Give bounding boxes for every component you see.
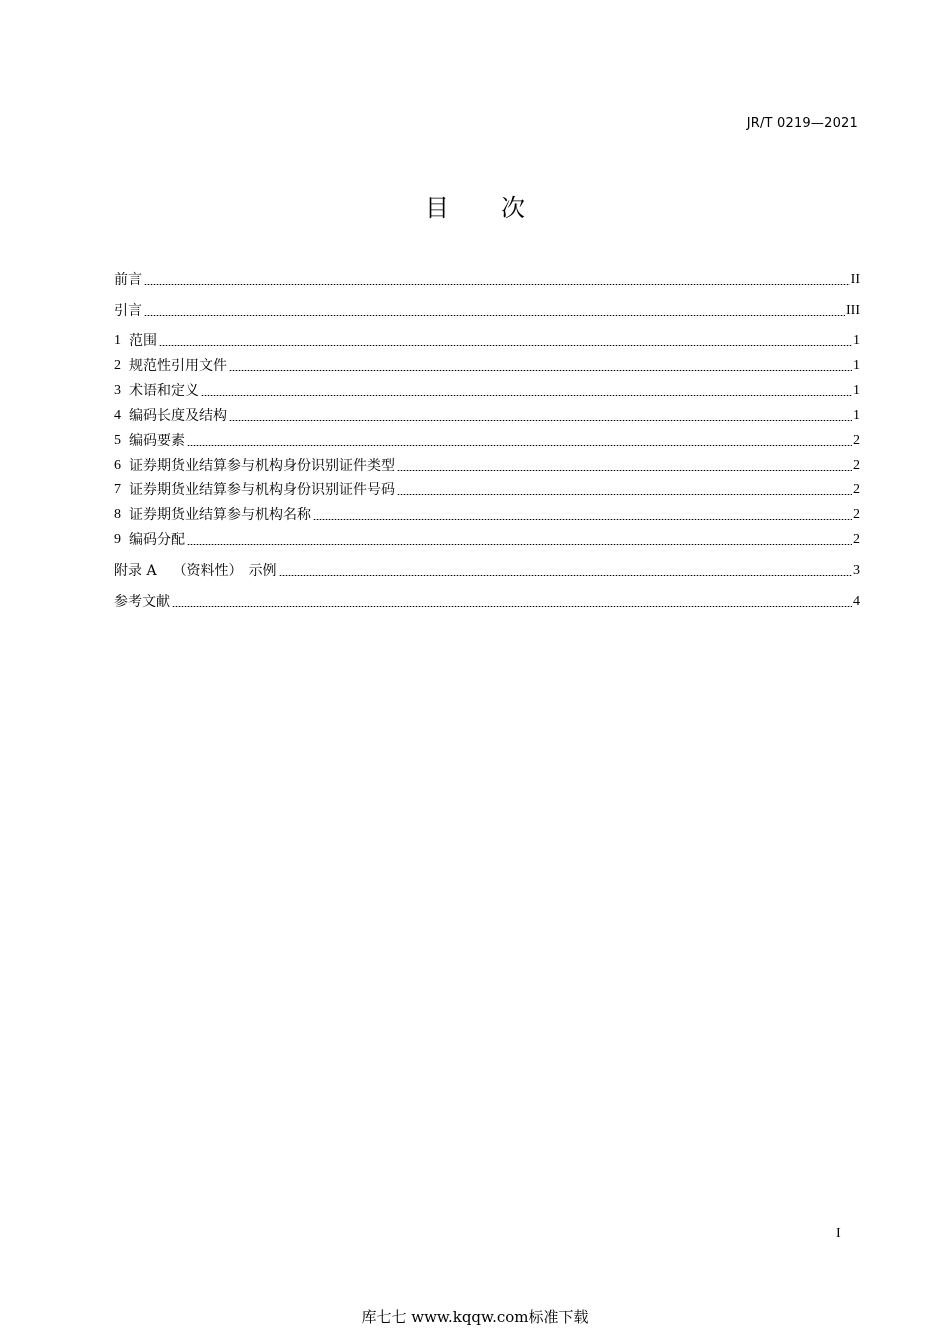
toc-leader-dots <box>229 420 852 421</box>
toc-entry-8[interactable] <box>114 505 860 525</box>
toc-entry-label: 附录 A <box>114 563 157 579</box>
toc-entry-number: 5 <box>114 433 121 448</box>
toc-entry-number: 3 <box>114 383 121 398</box>
toc-entry-label: 规范性引用文件 <box>129 358 227 374</box>
title-char-2: 次 <box>501 194 525 222</box>
toc-entry-label: 编码要素 <box>129 433 185 449</box>
toc-leader-dots <box>397 470 852 471</box>
toc-leader-dots <box>229 370 852 371</box>
document-code: JR/T 0219—2021 <box>746 116 858 131</box>
toc-entry-2[interactable] <box>114 356 860 376</box>
toc-entry-page: 3 <box>853 563 860 578</box>
toc-leader-dots <box>279 575 852 576</box>
toc-entry-5[interactable] <box>114 431 860 451</box>
toc-entry-label: 范围 <box>129 333 157 349</box>
toc-entry-label: 证券期货业结算参与机构身份识别证件类型 <box>129 458 395 474</box>
toc-entry-6[interactable] <box>114 456 860 476</box>
toc-entry-number: 2 <box>114 358 121 373</box>
toc-leader-dots <box>397 494 852 495</box>
toc-leader-dots <box>313 519 852 520</box>
toc-entry-page: 1 <box>853 408 860 423</box>
toc-leader-dots <box>201 395 852 396</box>
toc-entry-4[interactable] <box>114 406 860 426</box>
toc-entry-page: III <box>846 303 860 318</box>
toc-entry-number: 4 <box>114 408 121 423</box>
toc-leader-dots <box>187 445 852 446</box>
toc-entry-page: 2 <box>853 507 860 522</box>
toc-entry-number: 6 <box>114 458 121 473</box>
toc-entry-page: 1 <box>853 358 860 373</box>
toc-entry-label: 参考文献 <box>114 594 170 610</box>
toc-leader-dots <box>144 315 845 316</box>
toc-entry-number: 7 <box>114 482 121 497</box>
toc-entry-9[interactable] <box>114 530 860 550</box>
title-char-1: 目 <box>425 194 449 222</box>
toc-entry-page: 2 <box>853 458 860 473</box>
toc-entry-bibliography[interactable] <box>114 592 860 612</box>
toc-entry-page: 2 <box>853 532 860 547</box>
toc-entry-page: 1 <box>853 333 860 348</box>
toc-entry-page: 2 <box>853 482 860 497</box>
footer-watermark-text: 库七七 www.kqqw.com标准下载 <box>361 1308 589 1326</box>
toc-entry-page: 4 <box>853 594 860 609</box>
toc-entry-number: 9 <box>114 532 121 547</box>
toc-entry-label: 证券期货业结算参与机构名称 <box>129 507 311 523</box>
toc-entry-foreword[interactable] <box>114 270 860 290</box>
toc-entry-label: 术语和定义 <box>129 383 199 399</box>
toc-appendix-type: （资料性） <box>172 563 243 579</box>
toc-leader-dots <box>144 284 850 285</box>
page-title <box>0 188 950 223</box>
toc-entry-page: II <box>850 272 860 287</box>
toc-entry-3[interactable] <box>114 381 860 401</box>
toc-entry-number: 8 <box>114 507 121 522</box>
toc-leader-dots <box>172 606 852 607</box>
toc-entry-label: 前言 <box>114 272 142 288</box>
page-number: I <box>836 1226 841 1241</box>
toc-entry-1[interactable] <box>114 331 860 351</box>
toc-entry-appendix-a[interactable] <box>114 561 860 581</box>
toc-leader-dots <box>187 544 852 545</box>
toc-entry-label: 引言 <box>114 303 142 319</box>
toc-appendix-title: 示例 <box>248 563 277 579</box>
toc-entry-page: 1 <box>853 383 860 398</box>
toc-leader-dots <box>159 345 852 346</box>
toc-entry-label: 证券期货业结算参与机构身份识别证件号码 <box>129 482 395 498</box>
toc-entry-introduction[interactable] <box>114 301 860 321</box>
toc-entry-label: 编码分配 <box>129 532 185 548</box>
toc-entry-number: 1 <box>114 333 121 348</box>
toc-entry-label: 编码长度及结构 <box>129 408 227 424</box>
toc-entry-page: 2 <box>853 433 860 448</box>
toc-entry-7[interactable] <box>114 480 860 500</box>
